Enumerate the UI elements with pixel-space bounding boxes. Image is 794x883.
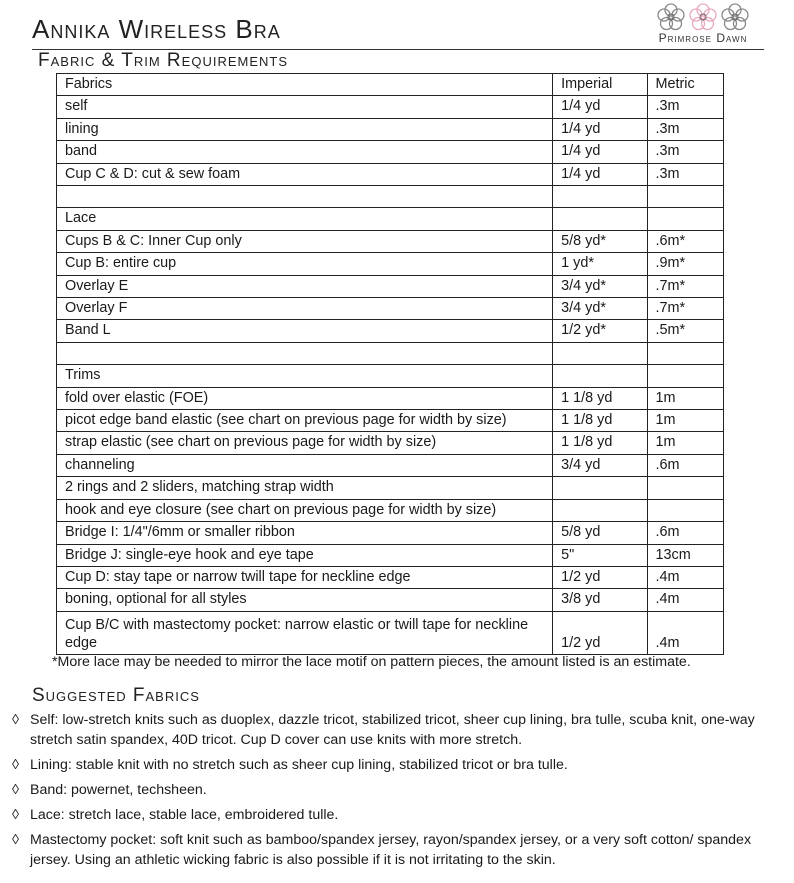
metric-cell: 13cm	[647, 544, 724, 566]
imperial-cell: 3/4 yd	[553, 454, 647, 476]
table-row	[57, 387, 724, 409]
table-row	[57, 410, 724, 432]
metric-cell: .4m	[647, 566, 724, 588]
item-cell: Overlay E	[57, 275, 553, 297]
table-row	[57, 253, 724, 275]
metric-cell: .9m*	[647, 253, 724, 275]
imperial-cell: 1 yd*	[553, 253, 647, 275]
metric-cell: .6m	[647, 454, 724, 476]
imperial-cell: 3/8 yd	[553, 589, 647, 611]
diamond-bullet-icon: ◊	[12, 712, 20, 728]
table-row	[57, 96, 724, 118]
table-row	[57, 163, 724, 185]
imperial-cell: 1/2 yd	[553, 611, 647, 654]
table-row	[57, 611, 724, 654]
item-cell: Cup C & D: cut & sew foam	[57, 163, 553, 185]
imperial-cell: 1 1/8 yd	[553, 432, 647, 454]
metric-cell: .3m	[647, 118, 724, 140]
header-cell-imperial: Imperial	[553, 74, 647, 96]
item-cell: band	[57, 141, 553, 163]
metric-cell: 1m	[647, 387, 724, 409]
item-cell: boning, optional for all styles	[57, 589, 553, 611]
metric-cell: .6m	[647, 522, 724, 544]
metric-cell: 1m	[647, 432, 724, 454]
flower-icon	[720, 2, 750, 32]
metric-cell: .6m*	[647, 230, 724, 252]
suggested-fabric-text: Band: powernet, techsheen.	[30, 782, 207, 798]
page-title: Annika Wireless Bra	[32, 14, 281, 44]
metric-cell: .7m*	[647, 298, 724, 320]
item-cell: self	[57, 96, 553, 118]
imperial-cell: 1/4 yd	[553, 141, 647, 163]
diamond-bullet-icon: ◊	[12, 832, 20, 848]
imperial-cell: 3/4 yd*	[553, 298, 647, 320]
item-cell: Cup B: entire cup	[57, 253, 553, 275]
suggested-fabric-item	[8, 805, 788, 825]
flower-icon	[656, 2, 686, 32]
imperial-cell	[553, 342, 647, 364]
item-cell: Lace	[57, 208, 553, 230]
imperial-cell: 1/2 yd*	[553, 320, 647, 342]
item-cell: fold over elastic (FOE)	[57, 387, 553, 409]
diamond-bullet-icon: ◊	[12, 807, 20, 823]
metric-cell: 1m	[647, 410, 724, 432]
diamond-bullet-icon: ◊	[12, 757, 20, 773]
metric-cell	[647, 186, 724, 208]
metric-cell: .3m	[647, 141, 724, 163]
metric-cell	[647, 208, 724, 230]
suggested-fabrics-list	[8, 710, 788, 875]
imperial-cell	[553, 186, 647, 208]
lace-note: *More lace may be needed to mirror the lace motif on pattern pieces, the amount listed is an estimate.	[52, 654, 691, 670]
table-row	[57, 432, 724, 454]
item-cell: channeling	[57, 454, 553, 476]
metric-cell: .3m	[647, 96, 724, 118]
table-row	[57, 141, 724, 163]
table-row	[57, 566, 724, 588]
imperial-cell: 5/8 yd	[553, 522, 647, 544]
suggested-fabrics-heading: Suggested Fabrics	[32, 685, 200, 706]
imperial-cell: 1/4 yd	[553, 118, 647, 140]
metric-cell: .5m*	[647, 320, 724, 342]
suggested-fabric-text: Lining: stable knit with no stretch such as sheer cup lining, stabilized tricot or bra tulle.	[30, 757, 568, 773]
table-row	[57, 298, 724, 320]
item-cell: Overlay F	[57, 298, 553, 320]
item-cell: strap elastic (see chart on previous page for width by size)	[57, 432, 553, 454]
imperial-cell: 1 1/8 yd	[553, 410, 647, 432]
table-row	[57, 186, 724, 208]
section-title: Fabric & Trim Requirements	[38, 50, 288, 71]
table-row	[57, 230, 724, 252]
table-row	[57, 589, 724, 611]
metric-cell: .7m*	[647, 275, 724, 297]
suggested-fabric-text: Mastectomy pocket: soft knit such as bamboo/spandex jersey, rayon/spandex jersey, or a very soft cotton/ spandex jersey. Using an athletic wicking fabric is also possible if it is not irritating to the skin.	[30, 832, 752, 868]
header-cell-item: Fabrics	[57, 74, 553, 96]
imperial-cell: 1 1/8 yd	[553, 387, 647, 409]
item-cell: hook and eye closure (see chart on previous page for width by size)	[57, 499, 553, 521]
diamond-bullet-icon: ◊	[12, 782, 20, 798]
table-body	[57, 96, 724, 654]
item-cell: picot edge band elastic (see chart on previous page for width by size)	[57, 410, 553, 432]
imperial-cell: 5"	[553, 544, 647, 566]
imperial-cell: 1/4 yd	[553, 96, 647, 118]
brand-name: Primrose Dawn	[658, 31, 748, 45]
table-row	[57, 208, 724, 230]
imperial-cell: 1/4 yd	[553, 163, 647, 185]
metric-cell: .3m	[647, 163, 724, 185]
suggested-fabric-text: Lace: stretch lace, stable lace, embroidered tulle.	[30, 807, 339, 823]
item-cell: Cup B/C with mastectomy pocket: narrow elastic or twill tape for neckline edge	[57, 611, 553, 654]
suggested-fabric-item	[8, 710, 788, 750]
table-row	[57, 365, 724, 387]
table-row	[57, 342, 724, 364]
imperial-cell: 5/8 yd*	[553, 230, 647, 252]
brand-logo	[640, 2, 766, 45]
table-row	[57, 522, 724, 544]
item-cell: Band L	[57, 320, 553, 342]
table-row	[57, 118, 724, 140]
table-row	[57, 499, 724, 521]
metric-cell: .4m	[647, 611, 724, 654]
imperial-cell	[553, 499, 647, 521]
header-cell-metric: Metric	[647, 74, 724, 96]
table-row	[57, 275, 724, 297]
item-cell: Trims	[57, 365, 553, 387]
table-row	[57, 544, 724, 566]
suggested-fabric-item	[8, 830, 788, 870]
metric-cell	[647, 342, 724, 364]
requirements-table	[56, 73, 724, 655]
table-row	[57, 477, 724, 499]
suggested-fabric-item	[8, 780, 788, 800]
metric-cell: .4m	[647, 589, 724, 611]
imperial-cell	[553, 365, 647, 387]
item-cell: lining	[57, 118, 553, 140]
imperial-cell	[553, 208, 647, 230]
table-header-row	[57, 74, 724, 96]
metric-cell	[647, 499, 724, 521]
imperial-cell: 1/2 yd	[553, 566, 647, 588]
flower-icon	[688, 2, 718, 32]
table-row	[57, 320, 724, 342]
suggested-fabric-text: Self: low-stretch knits such as duoplex, dazzle tricot, stabilized tricot, sheer cup lining, bra tulle, scuba knit, one-way stretch satin spandex, 40D tricot. Cup D cover can use knits with more stretch.	[30, 712, 755, 748]
item-cell: 2 rings and 2 sliders, matching strap width	[57, 477, 553, 499]
suggested-fabric-item	[8, 755, 788, 775]
item-cell: Bridge J: single-eye hook and eye tape	[57, 544, 553, 566]
table-row	[57, 454, 724, 476]
item-cell	[57, 186, 553, 208]
metric-cell	[647, 365, 724, 387]
item-cell: Cup D: stay tape or narrow twill tape for neckline edge	[57, 566, 553, 588]
flower-icons	[640, 2, 766, 32]
item-cell: Bridge I: 1/4"/6mm or smaller ribbon	[57, 522, 553, 544]
item-cell: Cups B & C: Inner Cup only	[57, 230, 553, 252]
item-cell	[57, 342, 553, 364]
metric-cell	[647, 477, 724, 499]
imperial-cell	[553, 477, 647, 499]
imperial-cell: 3/4 yd*	[553, 275, 647, 297]
